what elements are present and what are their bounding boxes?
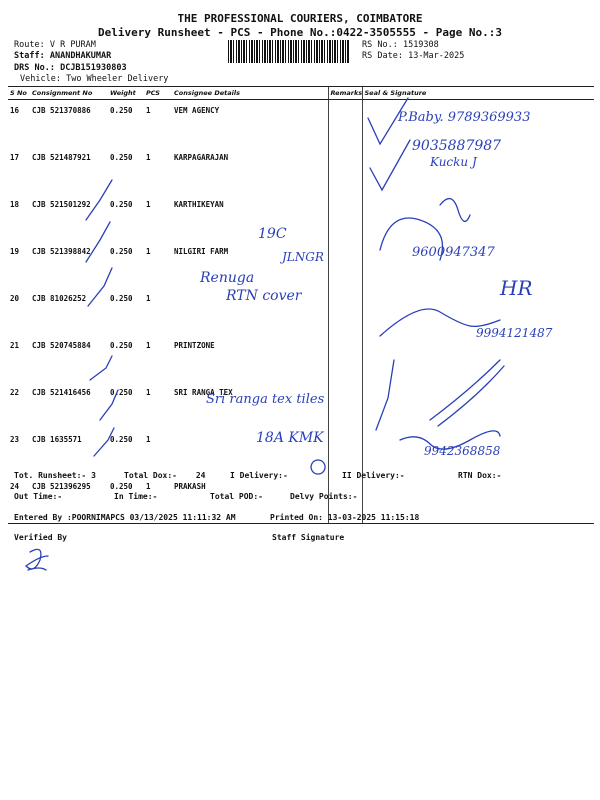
handwriting-row17-phone: 9035887987: [412, 138, 502, 154]
cell-consignment: CJB 81026252: [32, 294, 87, 303]
cell-pcs: 1: [146, 106, 151, 115]
col-consignee: Consignee Details: [172, 87, 328, 100]
cell-consignee: PRAKASH: [172, 476, 328, 524]
rs-no-value: 1519308: [402, 40, 439, 50]
drs-value: DCJB151930803: [60, 63, 127, 73]
tot-runsheet: Tot. Runsheet:- 3: [14, 471, 96, 480]
cell-sno: 20: [10, 294, 20, 303]
cell-seal: [362, 194, 594, 241]
handwriting-row19-door: 19C: [258, 226, 287, 242]
printed-on: Printed On: 13-03-2025 11:15:18: [270, 513, 420, 522]
rs-no-line: [362, 40, 439, 50]
cell-sno: 17: [10, 153, 20, 162]
cell-consignment: CJB 521396295: [30, 476, 108, 524]
ii-delivery: II Delivery:-: [342, 471, 405, 480]
cell-weight: 0.250: [110, 247, 133, 256]
staff-label: Staff:: [14, 51, 45, 61]
cell-consignment: CJB 1635571: [32, 435, 82, 444]
cell-remarks: [328, 288, 362, 335]
cell-weight: 0.250: [110, 153, 133, 162]
handwriting-row17-name: Kucku J: [430, 155, 477, 169]
col-weight: Weight: [108, 87, 144, 100]
table-row: [8, 194, 594, 241]
barcode: [228, 40, 350, 63]
cell-consignee: NILGIRI FARM: [174, 247, 229, 256]
handwriting-row24-phone: 9942368858: [424, 444, 501, 458]
cell-weight: 0.250: [110, 200, 133, 209]
cell-pcs: 1: [146, 435, 151, 444]
route-line: [14, 40, 96, 50]
handwriting-row16: P.Baby. 9789369933: [398, 110, 531, 125]
cell-remarks: [328, 382, 362, 429]
company-title: THE PROFESSIONAL COURIERS, COIMBATORE: [177, 12, 423, 25]
handwriting-row24-address: 18A KMK: [256, 430, 324, 446]
vehicle-value: Two Wheeler Delivery: [66, 74, 169, 84]
table-row: [8, 335, 594, 382]
staff-signature: Staff Signature: [272, 533, 345, 542]
cell-sno: 24: [8, 476, 30, 524]
runsheet-table: [8, 86, 594, 524]
col-seal: Seal & Signature: [362, 87, 594, 100]
handwriting-row19-area: JLNGR: [282, 250, 324, 264]
vehicle-label: Vehicle:: [20, 74, 61, 84]
cell-seal: [362, 382, 594, 429]
cell-consignment: CJB 521487921: [32, 153, 91, 162]
staff-value: ANANDHAKUMAR: [49, 51, 112, 61]
cell-consignment: CJB 521370886: [32, 106, 91, 115]
staff-line: [14, 51, 111, 61]
cell-remarks: [328, 147, 362, 194]
handwriting-row20-name: Renuga: [200, 270, 255, 286]
col-sno: S No: [8, 87, 30, 100]
cell-consignee: KARPAGARAJAN: [174, 153, 229, 162]
handwriting-row19-phone: 9600947347: [412, 245, 495, 260]
cell-pcs: 1: [146, 200, 151, 209]
runsheet-subtitle: Delivery Runsheet - PCS - Phone No.:0422-3505555 - Page No.:3: [98, 26, 502, 39]
cell-consignee: VEM AGENCY: [174, 106, 220, 115]
in-time: In Time:-: [114, 492, 158, 501]
handwriting-row21-phone: 9994121487: [476, 326, 553, 340]
cell-remarks: [328, 194, 362, 241]
entered-by: Entered By :POORNIMAPCS 03/13/2025 11:11:32 AM: [14, 513, 236, 522]
col-pcs: PCS: [144, 87, 172, 100]
table-row: [8, 147, 594, 194]
cell-pcs: 1: [146, 341, 151, 350]
cell-pcs: 1: [144, 476, 172, 524]
cell-sno: 21: [10, 341, 20, 350]
rs-date-value: 13-Mar-2025: [408, 51, 465, 61]
cell-sno: 19: [10, 247, 20, 256]
table-header-row: [8, 87, 594, 100]
cell-consignment: CJB 521398842: [32, 247, 91, 256]
route-label: Route:: [14, 40, 45, 50]
total-dox-label: Total Dox:-: [124, 471, 177, 480]
cell-weight: 0.250: [108, 476, 144, 524]
cell-sno: 18: [10, 200, 20, 209]
cell-weight: 0.250: [110, 341, 133, 350]
drs-line: [14, 63, 127, 73]
cell-remarks: [328, 429, 362, 476]
cell-remarks: [328, 335, 362, 382]
signature-scribble: [26, 549, 48, 570]
cell-consignment: CJB 520745884: [32, 341, 91, 350]
handwriting-row23: Sri ranga tex tiles: [206, 392, 325, 407]
cell-pcs: 1: [146, 294, 151, 303]
rs-date-line: [362, 51, 464, 61]
col-remarks: Remarks: [328, 87, 362, 100]
vehicle-line: [20, 74, 168, 84]
cell-seal: [362, 335, 594, 382]
cell-consignment: CJB 521501292: [32, 200, 91, 209]
cell-consignment: CJB 521416456: [32, 388, 91, 397]
cell-sno: 16: [10, 106, 20, 115]
drs-label: DRS No.:: [14, 63, 55, 73]
total-dox: [124, 471, 205, 480]
route-value: V R PURAM: [49, 40, 96, 50]
total-dox-value: 24: [195, 471, 206, 480]
cell-seal: [362, 147, 594, 194]
cell-weight: 0.250: [110, 388, 133, 397]
cell-pcs: 1: [146, 388, 151, 397]
cell-weight: 0.250: [110, 294, 133, 303]
handwriting-row20-initials: HR: [500, 276, 533, 300]
rtn-dox: RTN Dox:-: [458, 471, 502, 480]
cell-remarks: [328, 241, 362, 288]
verified-by: Verified By: [14, 533, 67, 542]
cell-weight: 0.250: [110, 106, 133, 115]
handwriting-row20-note: RTN cover: [226, 288, 302, 304]
cell-consignee: PRINTZONE: [174, 341, 215, 350]
delvy-points: Delvy Points:-: [290, 492, 358, 501]
col-consignment: Consignment No: [30, 87, 108, 100]
cell-consignee: KARTHIKEYAN: [174, 200, 224, 209]
cell-weight: 0.250: [110, 435, 133, 444]
i-delivery: I Delivery:-: [230, 471, 288, 480]
total-pod: Total POD:-: [210, 492, 263, 501]
cell-remarks: [328, 100, 362, 148]
cell-pcs: 1: [146, 153, 151, 162]
rs-date-label: RS Date:: [362, 51, 403, 61]
cell-consignee: SRI RANGA TEX: [174, 388, 233, 397]
out-time: Out Time:-: [14, 492, 63, 501]
cell-pcs: 1: [146, 247, 151, 256]
cell-sno: 23: [10, 435, 20, 444]
cell-sno: 22: [10, 388, 20, 397]
rs-no-label: RS No.:: [362, 40, 398, 50]
